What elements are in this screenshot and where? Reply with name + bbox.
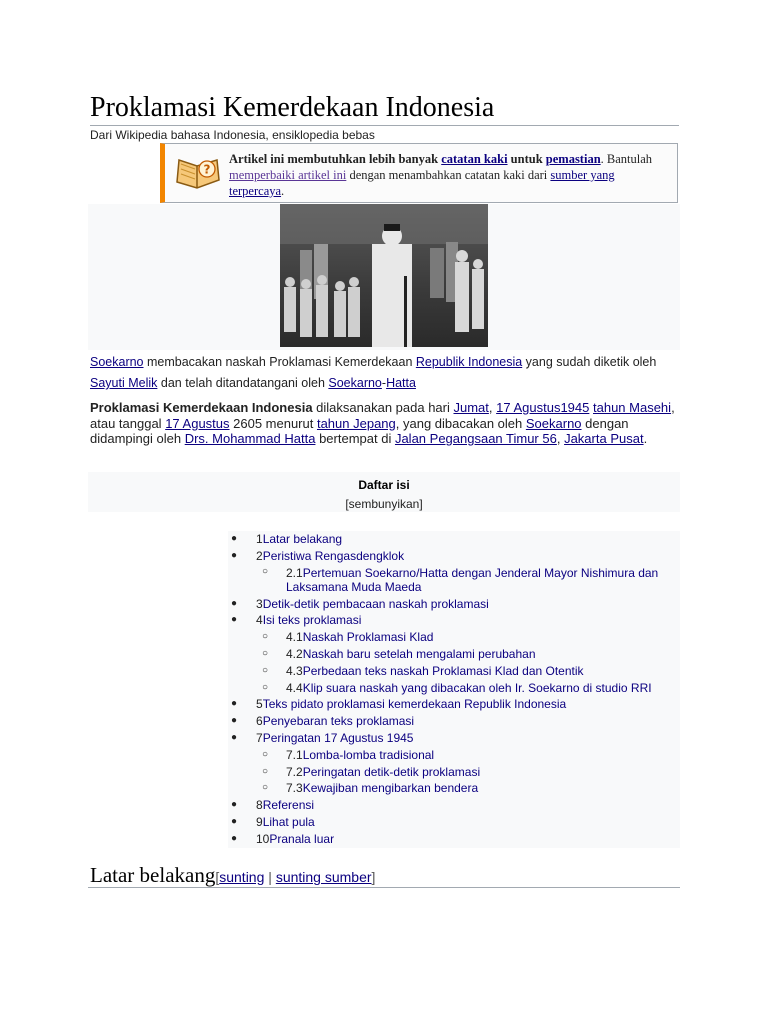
citation-notice-box [160, 143, 678, 203]
lead-link-jakarta-pusat[interactable]: Jakarta Pusat [564, 431, 644, 446]
link-catatan-kaki[interactable]: catatan kaki [441, 152, 508, 166]
toc-link[interactable]: Klip suara naskah yang dibacakan oleh Ir. Soekarno di studio RRI [302, 680, 652, 695]
toc-item-4-2[interactable] [228, 646, 680, 663]
toc-item-1[interactable] [228, 531, 680, 548]
toc-title: Daftar isi [358, 478, 410, 492]
toc-link[interactable]: Pertemuan Soekarno/Hatta dengan Jenderal Mayor Nishimura dan Laksamana Muda Maeda [286, 565, 659, 595]
lead-link-jumat[interactable]: Jumat [453, 400, 489, 415]
toc-link[interactable]: Penyebaran teks proklamasi [262, 714, 415, 729]
toc-link[interactable]: Detik-detik pembacaan naskah proklamasi [262, 596, 489, 611]
caption-dash: - [381, 376, 387, 390]
toc-link[interactable]: Naskah Proklamasi Klad [302, 630, 434, 645]
toc-item-10[interactable] [228, 831, 680, 848]
toc-link[interactable]: Peringatan 17 Agustus 1945 [262, 730, 414, 745]
toc-num: 7.3 [286, 781, 303, 796]
caption-text-3: dan telah ditandatangani oleh [157, 376, 329, 390]
bullet-circle-icon: ○ [262, 765, 269, 777]
edit-bracket-close: ] [371, 869, 376, 885]
link-pemastian[interactable]: pemastian [545, 152, 601, 166]
edit-link[interactable]: sunting [219, 869, 265, 885]
svg-text:?: ? [203, 162, 211, 177]
toc-item-3[interactable] [228, 596, 680, 613]
edit-separator: | [264, 869, 276, 885]
lead-link-tahun-masehi[interactable]: tahun Masehi [593, 400, 672, 415]
book-question-icon [173, 152, 223, 192]
bullet-circle-icon: ○ [262, 748, 269, 760]
notice-bold-1: Artikel ini membutuhkan lebih banyak [229, 152, 442, 166]
toc-num: 4.1 [286, 630, 303, 645]
toc-item-4-3[interactable] [228, 663, 680, 680]
toc-item-7-3[interactable] [228, 780, 680, 797]
toc-item-2[interactable] [228, 548, 680, 565]
section-divider [88, 887, 680, 888]
toc-header [88, 472, 680, 512]
toc-num: 6 [256, 714, 263, 729]
lead-link-jalan-pegangsaan[interactable]: Jalan Pegangsaan Timur 56 [394, 431, 557, 446]
lead-t1: dilaksanakan pada hari [312, 400, 454, 415]
caption-link-republik-indonesia[interactable]: Republik Indonesia [415, 355, 523, 369]
toc-list [228, 531, 680, 848]
bullet-circle-icon: ○ [262, 681, 269, 693]
bullet-disc-icon: ● [231, 815, 238, 827]
bullet-disc-icon: ● [231, 698, 238, 710]
lead-t5: 2605 menurut [229, 415, 317, 431]
bullet-circle-icon: ○ [262, 782, 269, 794]
toc-item-2-1[interactable] [228, 565, 680, 596]
edit-bracket-open: [ [215, 869, 220, 885]
caption-text-2: yang sudah diketik oleh [522, 355, 657, 369]
toc-num: 8 [256, 798, 263, 813]
toc-link[interactable]: Pranala luar [269, 831, 335, 846]
toc-num: 7 [256, 730, 263, 745]
proclamation-photo[interactable] [280, 204, 488, 347]
toc-num: 7.2 [286, 764, 303, 779]
notice-text-2: dengan menambahkan catatan kaki dari [346, 168, 551, 182]
bullet-circle-icon: ○ [262, 647, 269, 659]
lead-t2: , [488, 400, 497, 415]
caption-link-soekarno[interactable]: Soekarno [90, 355, 144, 369]
lead-paragraph [90, 400, 680, 447]
lead-t9: , [556, 431, 565, 446]
toc-link[interactable]: Referensi [262, 798, 315, 813]
site-tagline: Dari Wikipedia bahasa Indonesia, ensiklopedia bebas [90, 128, 375, 142]
link-perbaiki-artikel[interactable]: memperbaiki artikel ini [229, 168, 347, 182]
bullet-disc-icon: ● [231, 533, 238, 544]
section-heading-latar-belakang [90, 862, 375, 890]
toc-link[interactable]: Latar belakang [262, 532, 343, 546]
bullet-disc-icon: ● [231, 715, 238, 727]
lead-bold-subject: Proklamasi Kemerdekaan Indonesia [90, 400, 313, 415]
lead-t7: dengan didampingi oleh [90, 415, 629, 446]
bullet-circle-icon: ○ [262, 664, 269, 676]
lead-t8: bertempat di [315, 431, 395, 446]
toc-num: 4.4 [286, 680, 303, 695]
bullet-disc-icon: ● [231, 731, 238, 743]
toc-link[interactable]: Naskah baru setelah mengalami perubahan [302, 646, 536, 661]
bullet-circle-icon: ○ [262, 631, 269, 643]
toc-num: 4.2 [286, 646, 303, 661]
toc-num: 2 [256, 548, 263, 563]
lead-t4: , atau tanggal [90, 400, 675, 431]
notice-text-1: . Bantulah [600, 152, 653, 166]
lead-t10: . [643, 431, 648, 446]
bullet-disc-icon: ● [231, 832, 238, 844]
caption-link-sayuti-melik[interactable]: Sayuti Melik [90, 376, 158, 390]
toc-link[interactable]: Teks pidato proklamasi kemerdekaan Republik Indonesia [262, 697, 567, 712]
toc-num: 5 [256, 697, 263, 712]
caption-link-soekarno-2[interactable]: Soekarno [328, 376, 382, 390]
toc-link[interactable]: Isi teks proklamasi [262, 613, 362, 628]
lead-link-17-agustus[interactable]: 17 Agustus [165, 415, 230, 431]
toc-item-6[interactable] [228, 713, 680, 730]
bullet-disc-icon: ● [231, 549, 238, 561]
lead-link-tahun-jepang[interactable]: tahun Jepang [316, 415, 396, 431]
toc-item-4-4[interactable] [228, 680, 680, 697]
link-sumber-terpercaya[interactable]: sumber yang terpercaya [229, 168, 615, 198]
toc-link[interactable]: Lomba-lomba tradisional [302, 747, 435, 762]
notice-text [229, 151, 669, 199]
toc-item-4-1[interactable] [228, 629, 680, 646]
toc-link[interactable]: Lihat pula [262, 814, 315, 829]
toc-num: 2.1 [286, 565, 303, 580]
bullet-circle-icon: ○ [262, 565, 269, 577]
toc-num: 4.3 [286, 663, 303, 678]
toc-num: 3 [256, 596, 263, 611]
image-caption [90, 352, 680, 394]
lead-link-17-agustus-1945[interactable]: 17 Agustus1945 [496, 400, 590, 415]
toc-num: 9 [256, 814, 263, 829]
bullet-disc-icon: ● [231, 614, 238, 626]
toc-item-9[interactable] [228, 814, 680, 831]
toc-item-7-2[interactable] [228, 764, 680, 781]
toc-item-7-1[interactable] [228, 747, 680, 764]
toc-item-4[interactable] [228, 612, 680, 629]
toc-num: 10 [256, 831, 270, 846]
lead-t6: , yang dibacakan oleh [395, 415, 526, 431]
section-heading-text: Latar belakang [90, 863, 216, 887]
bullet-disc-icon: ● [231, 799, 238, 811]
caption-text-1: membacakan naskah Proklamasi Kemerdekaan [143, 355, 416, 369]
toc-item-7[interactable] [228, 730, 680, 747]
title-divider [90, 125, 679, 126]
toc-link[interactable]: Peristiwa Rengasdengklok [262, 548, 405, 563]
toc-item-5[interactable] [228, 696, 680, 713]
notice-text-3: . [281, 184, 285, 198]
lead-link-mohammad-hatta[interactable]: Drs. Mohammad Hatta [184, 431, 316, 446]
lead-link-soekarno[interactable]: Soekarno [525, 415, 582, 431]
caption-link-hatta[interactable]: Hatta [386, 376, 416, 390]
bullet-disc-icon: ● [231, 597, 238, 609]
page-title: Proklamasi Kemerdekaan Indonesia [90, 92, 495, 123]
edit-source-link[interactable]: sunting sumber [275, 869, 372, 885]
toc-link[interactable]: Perbedaan teks naskah Proklamasi Klad dan Otentik [302, 663, 584, 678]
toc-num: 4 [256, 613, 263, 628]
toc-link[interactable]: Kewajiban mengibarkan bendera [302, 781, 479, 796]
toc-num: 7.1 [286, 747, 303, 762]
toc-link[interactable]: Peringatan detik-detik proklamasi [302, 764, 481, 779]
toc-hide-toggle[interactable]: [sembunyikan] [345, 497, 423, 511]
notice-bold-2: untuk [507, 152, 546, 166]
toc-num: 1 [256, 532, 263, 546]
toc-item-8[interactable] [228, 797, 680, 814]
